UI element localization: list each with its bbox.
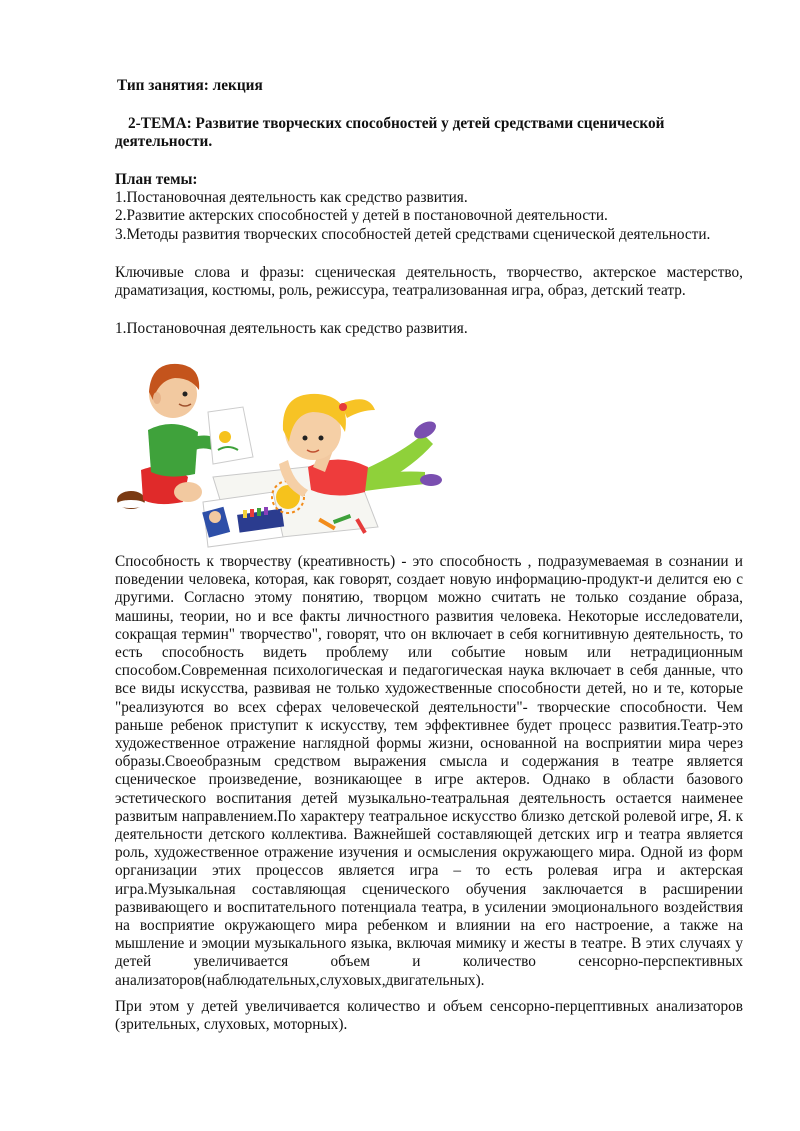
body-paragraph-2: При этом у детей увеличивается количество и объем сенсорно-перцептивных анализаторов (зрительных, слуховых, моторных). [115,998,743,1034]
illustration-svg [113,352,448,552]
keywords-line2: драматизация, костюмы, роль, режиссура, театрализованная игра, образ, детский театр. [115,282,686,299]
topic-title-line1: 2-ТЕМА: Развитие творческих способностей у детей средствами сценической [128,115,665,132]
plan-item-2: 2.Развитие актерских способностей у детей в постановочной деятельности. [115,207,608,224]
plan-item-1: 1.Постановочная деятельность как средство развития. [115,189,468,206]
section-heading: 1.Постановочная деятельность как средство развития. [115,320,468,337]
body-paragraph-1: Способность к творчеству (креативность) - это способность , подразумеваемая в сознании и поведении человека, которая, как говорят, создает новую информацию-продукт-и делится ею с другими. Согласно этому понятию, творцом можно считать не только создание образа, машины, теории, но и все факты личностного развития человека. Некоторые исследователи, сокращая термин" творчество", говорят, что он включает в себя когнитивную деятельность, то есть способность видеть проблему или событие новым или нетрадиционным способом.Современная психологическая и педагогическая наука включает в себя данные, что все виды искусства, развивая не только художественные способности детей, но и те, которые "реализуются во всех сферах человеческой деятельности"- творческие способности. Чем раньше ребенок приступит к искусству, тем эффективнее будет процесс развития.Театр-это художественное отражение наглядной формы жизни, основанной на восприятии мира через образы.Своеобразным средством выражения смысла и содержания в театре является сценическое произведение, возникающее в игре актеров. Однако в области базового эстетического воспитания детей музыкально-театральная деятельность остается наименее развитым направлением.По характеру театральное искусство близко детской ролевой игре, Я. к деятельности детского коллектива. Важнейшей составляющей детских игр и театра является роль, художественное отражение изучения и осмысления окружающего мира. Одной из форм организации этих процессов является игра – то есть ролевая игра и актерская игра.Музыкальная составляющая сценического обучения заключается в расширении развивающего и воспитательного потенциала театра, в усилении эмоционального воздействия на восприятие окружающего мира ребенком и влиянии на его настроение, а также на мышление и эмоции музыкального языка, включая мимику и жесты в театре. В этих случаях у детей увеличивается объем и количество сенсорно-перспективных анализаторов(наблюдательных,слуховых,двигательных). [115,553,743,989]
children-drawing-illustration [113,352,448,552]
topic-title-line2: деятельности. [115,133,213,150]
keywords-line1: Ключивые слова и фразы: сценическая деятельность, творчество, актерское мастерство, [115,264,743,281]
plan-title: План темы: [115,171,198,188]
lesson-type: Тип занятия: лекция [117,77,263,94]
plan-item-3: 3.Методы развития творческих способностей детей средствами сценической деятельности. [115,226,711,243]
